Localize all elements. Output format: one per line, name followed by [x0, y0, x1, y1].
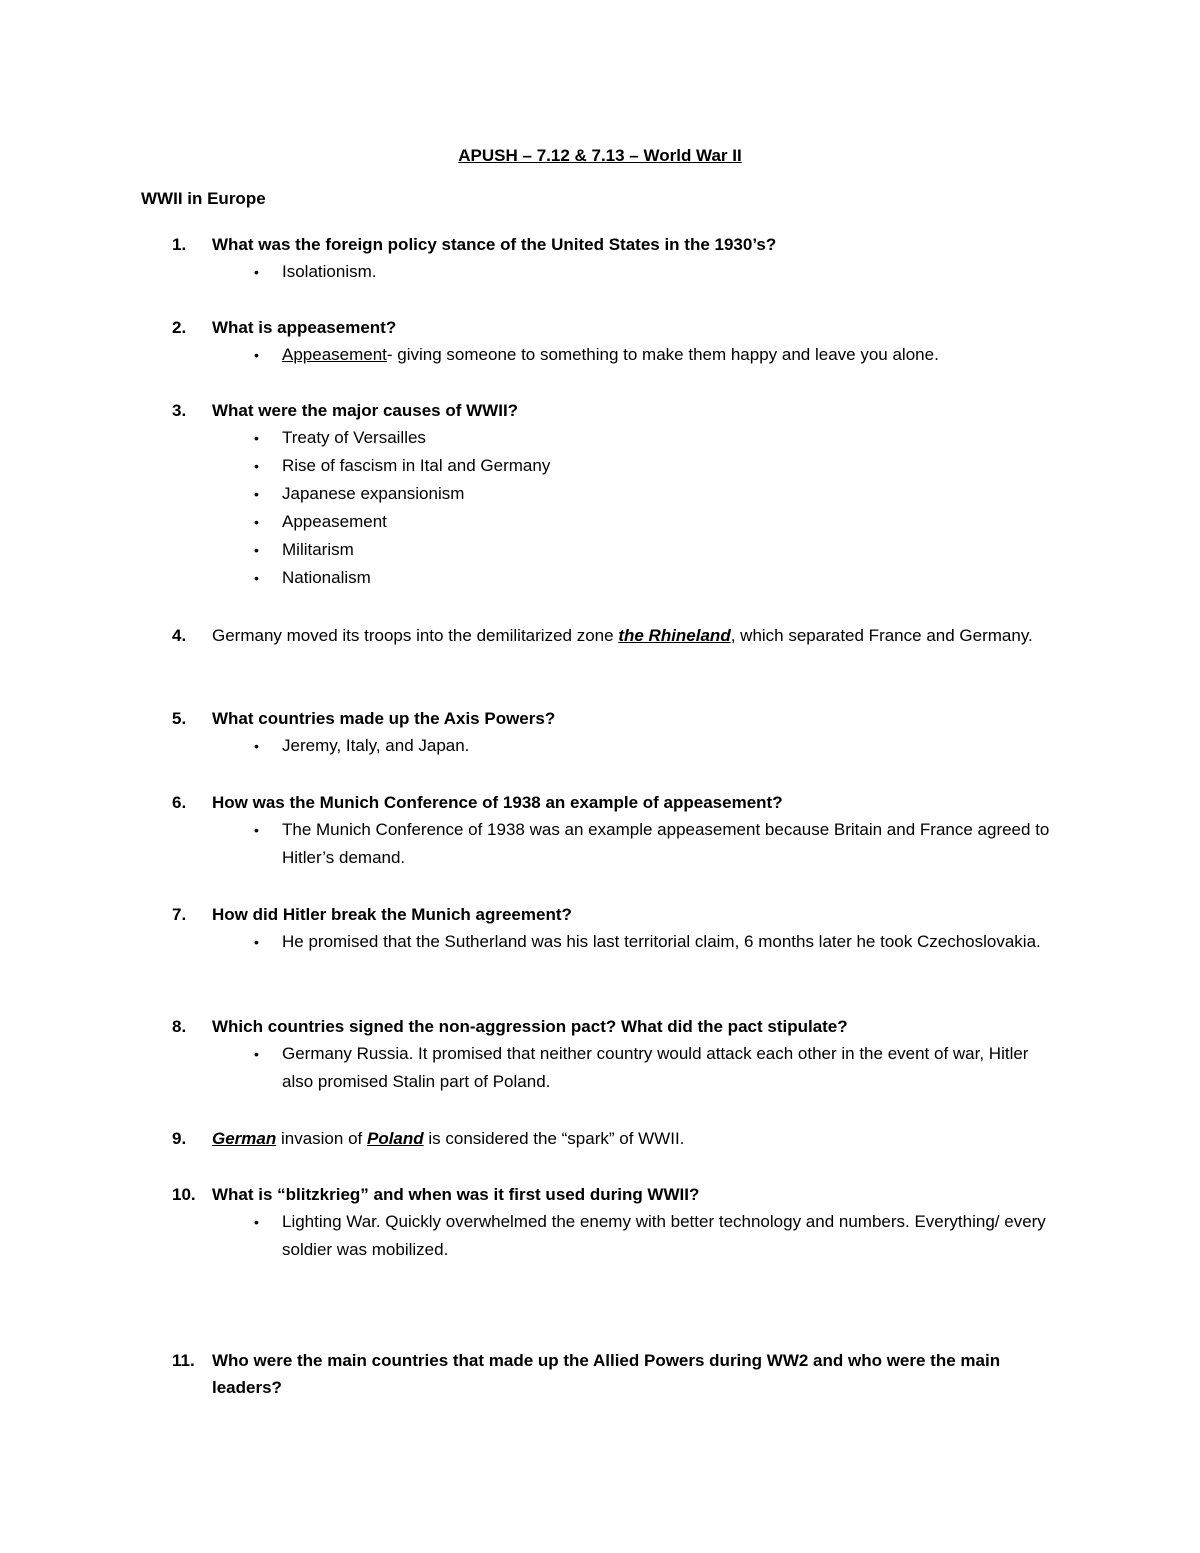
- list-item: • Japanese expansionism: [254, 480, 1054, 508]
- question-text: Who were the main countries that made up the Allied Powers during WW2 and who were the main leaders?: [212, 1351, 1001, 1397]
- list-item: • The Munich Conference of 1938 was an example appeasement because Britain and France agreed to Hitler’s demand.: [254, 816, 1054, 872]
- question-number: 6.: [172, 793, 187, 812]
- question-text: What is “blitzkrieg” and when was it first used during WWII?: [212, 1185, 700, 1204]
- question-text: What were the major causes of WWII?: [212, 401, 519, 420]
- bullet-icon: •: [254, 934, 259, 950]
- bullet-icon: •: [254, 486, 259, 502]
- question-number: 11.: [172, 1351, 195, 1370]
- answer-list: [254, 424, 1054, 592]
- document-title: APUSH – 7.12 & 7.13 – World War II: [458, 146, 742, 165]
- question-text: What was the foreign policy stance of the United States in the 1930’s?: [212, 235, 777, 254]
- answer-list: [254, 341, 1054, 369]
- key-term: German: [212, 1129, 277, 1148]
- answer-list: [254, 816, 1054, 872]
- bullet-icon: •: [254, 738, 259, 754]
- list-item: • Germany Russia. It promised that neither country would attack each other in the event of war, Hitler also promised Stalin part of Poland.: [254, 1040, 1054, 1096]
- answer-list: [254, 1208, 1054, 1264]
- question-number: 8.: [172, 1017, 187, 1036]
- list-item: • Appeasement- giving someone to something to make them happy and leave you alone.: [254, 341, 1054, 369]
- question-text: What countries made up the Axis Powers?: [212, 709, 556, 728]
- question-text: How did Hitler break the Munich agreement?: [212, 905, 572, 924]
- bullet-icon: •: [254, 347, 259, 363]
- question-number: 4.: [172, 626, 187, 645]
- key-term: Poland: [366, 1129, 424, 1148]
- question-number: 5.: [172, 709, 187, 728]
- list-item: • Lighting War. Quickly overwhelmed the enemy with better technology and numbers. Everything/ every soldier was mobilized.: [254, 1208, 1054, 1264]
- bullet-icon: •: [254, 542, 259, 558]
- list-item: • Jeremy, Italy, and Japan.: [254, 732, 1054, 760]
- answer-list: [254, 732, 1054, 760]
- section-heading: WWII in Europe: [141, 189, 266, 208]
- bullet-icon: •: [254, 1046, 259, 1062]
- list-item: • Nationalism: [254, 564, 1054, 592]
- answer-list: [254, 1040, 1054, 1096]
- statement-text: Germany moved its troops into the demilitarized zone the Rhineland, which separated France and Germany.: [212, 626, 1033, 645]
- answer-list: [254, 258, 1054, 286]
- question-text: Which countries signed the non-aggression pact? What did the pact stipulate?: [212, 1017, 848, 1036]
- question-number: 7.: [172, 905, 187, 924]
- question-text: What is appeasement?: [212, 318, 397, 337]
- bullet-icon: •: [254, 514, 259, 530]
- bullet-icon: •: [254, 458, 259, 474]
- bullet-icon: •: [254, 430, 259, 446]
- statement-text: German invasion of Poland is considered the “spark” of WWII.: [212, 1129, 685, 1148]
- list-item: • Militarism: [254, 536, 1054, 564]
- bullet-icon: •: [254, 570, 259, 586]
- answer-list: [254, 928, 1054, 956]
- question-number: 9.: [172, 1129, 187, 1148]
- term: Appeasement: [282, 345, 387, 364]
- list-item: • He promised that the Sutherland was his last territorial claim, 6 months later he took Czechoslovakia.: [254, 928, 1054, 956]
- bullet-icon: •: [254, 1214, 259, 1230]
- list-item: • Isolationism.: [254, 258, 1054, 286]
- list-item: • Treaty of Versailles: [254, 424, 1054, 452]
- question-number: 10.: [172, 1185, 196, 1204]
- list-item: • Rise of fascism in Ital and Germany: [254, 452, 1054, 480]
- question-number: 3.: [172, 401, 187, 420]
- bullet-icon: •: [254, 264, 259, 280]
- bullet-icon: •: [254, 822, 259, 838]
- question-number: 1.: [172, 235, 187, 254]
- list-item: • Appeasement: [254, 508, 1054, 536]
- question-text: How was the Munich Conference of 1938 an example of appeasement?: [212, 793, 783, 812]
- question-number: 2.: [172, 318, 187, 337]
- key-term: the Rhineland: [618, 626, 731, 645]
